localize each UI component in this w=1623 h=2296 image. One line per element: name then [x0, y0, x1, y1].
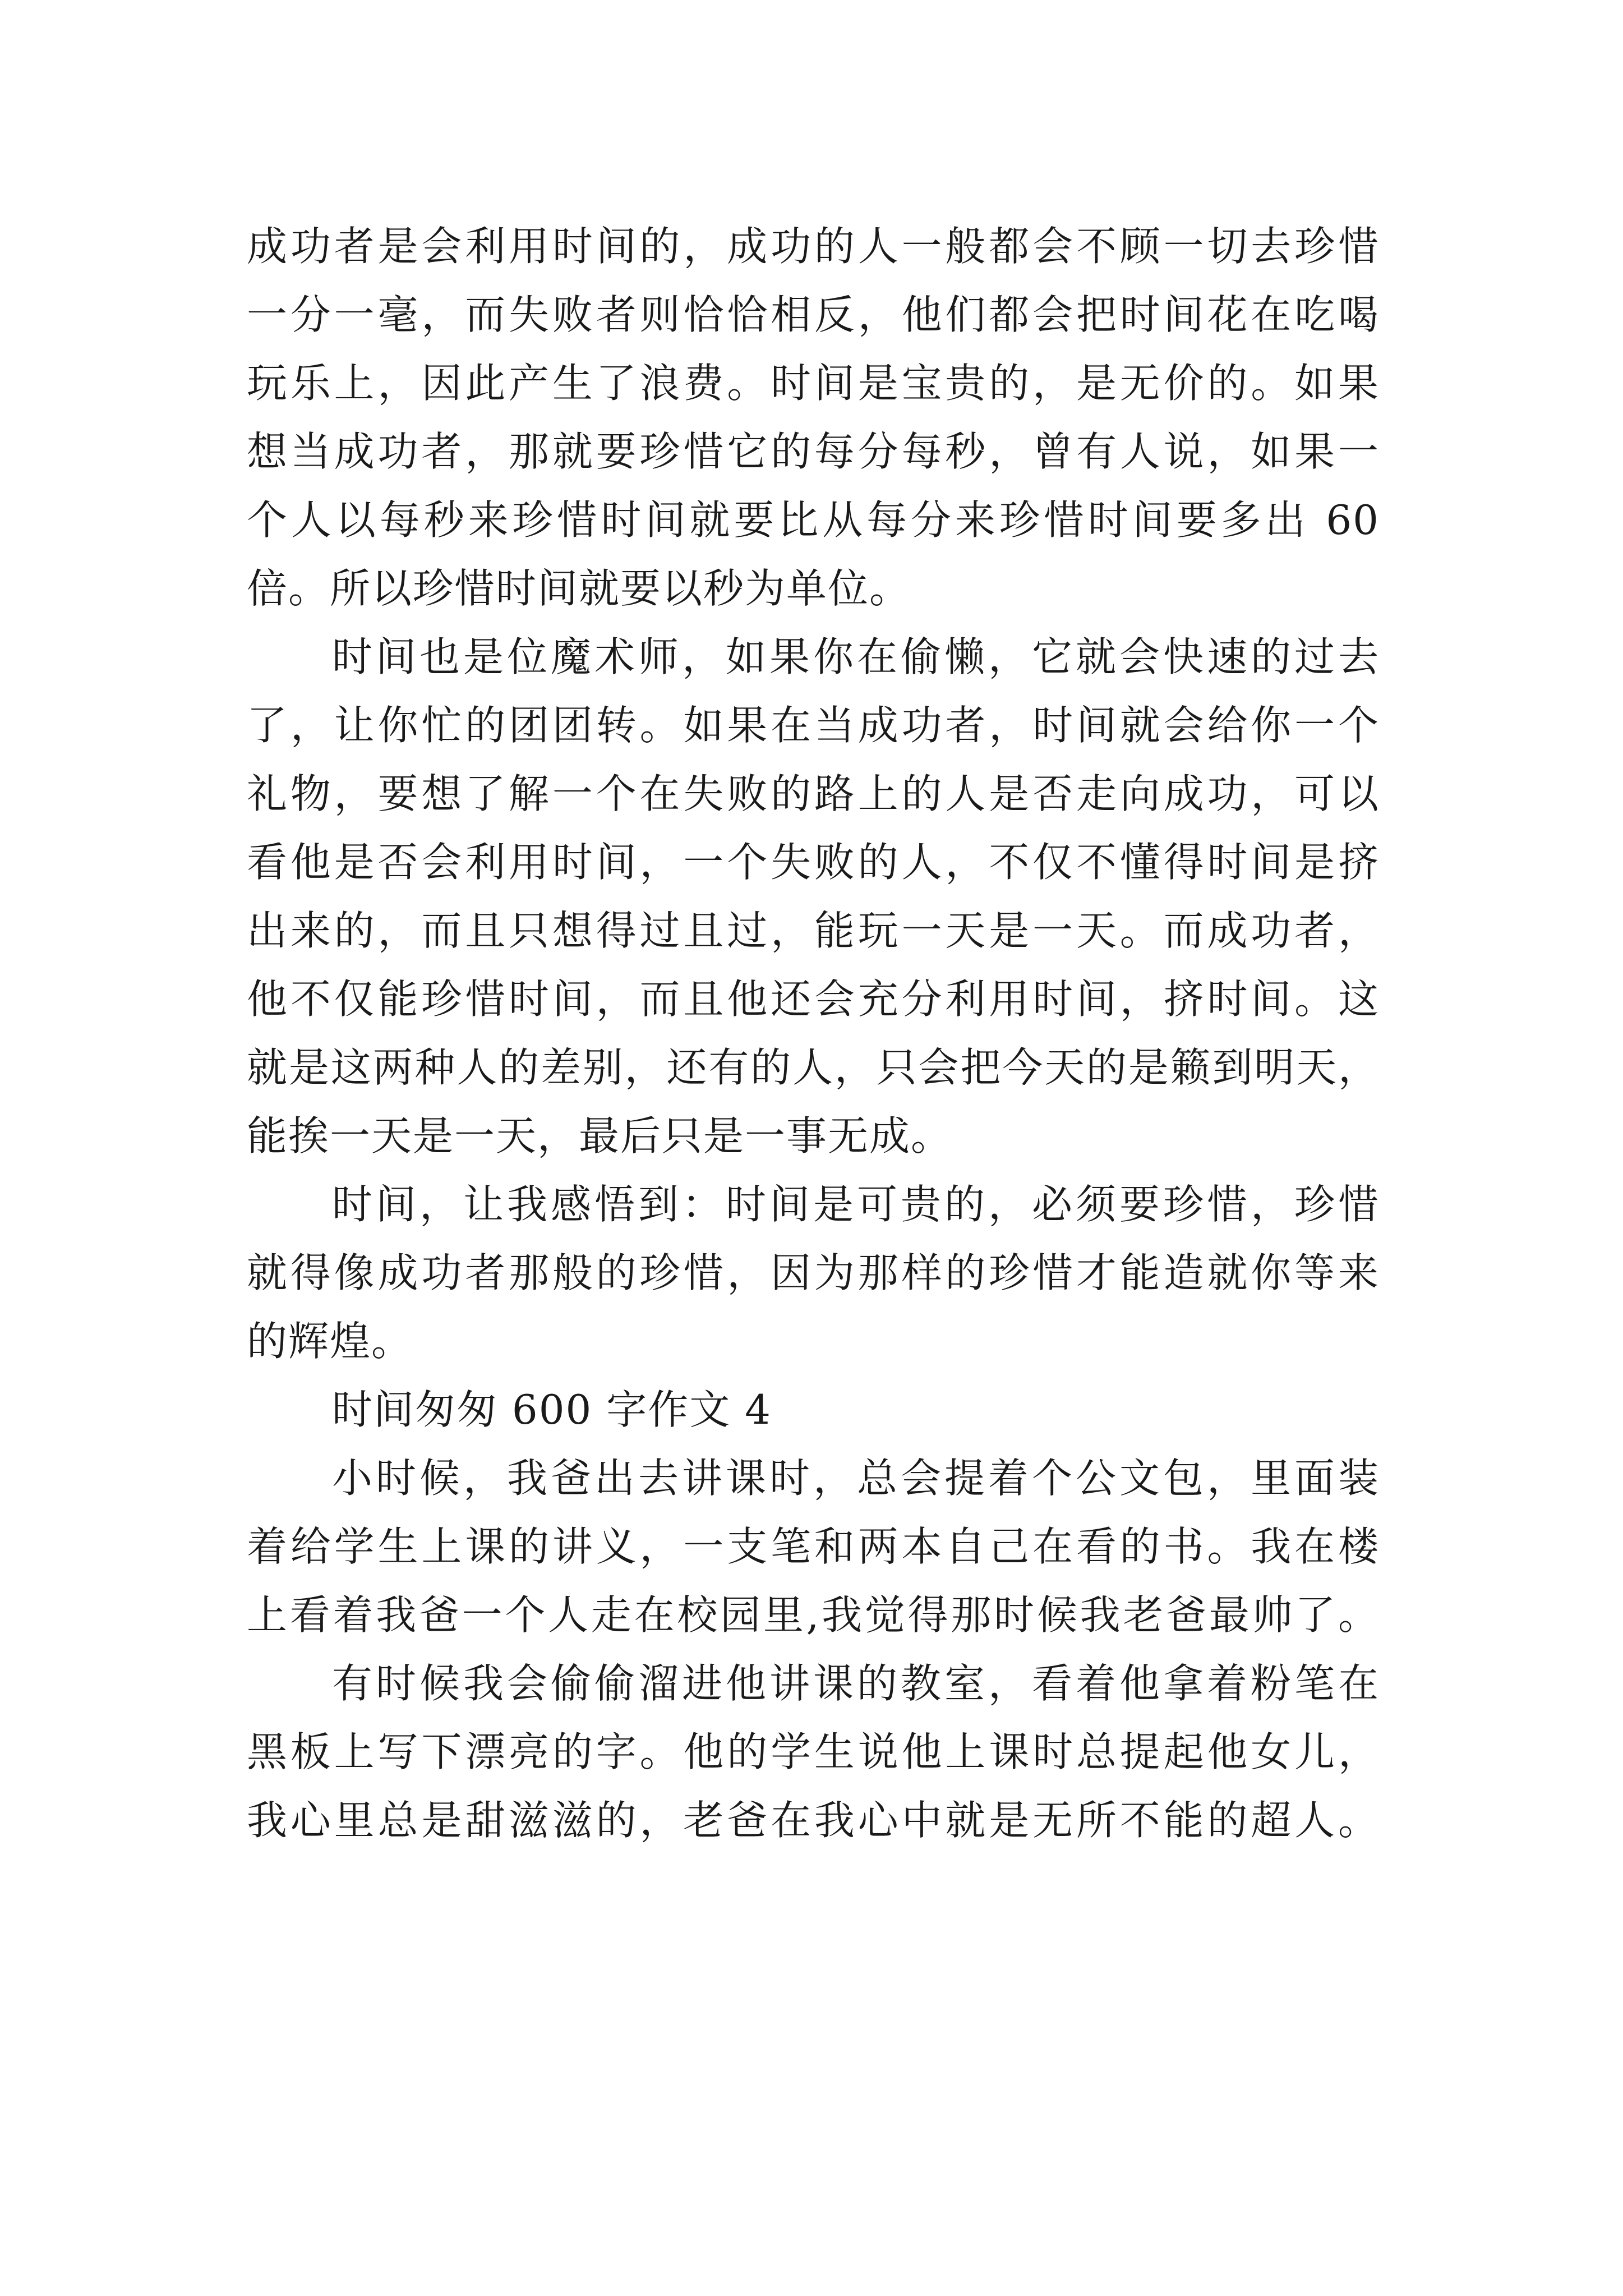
text-line: 的辉煌。 [247, 1318, 413, 1365]
text-line: 玩乐上，因此产生了浪费。时间是宝贵的，是无价的。如果 [247, 360, 1380, 407]
text-line: 能挨一天是一天，最后只是一事无成。 [247, 1112, 953, 1159]
document-body [247, 212, 1380, 1855]
text-line: 上看着我爸一个人走在校园里,我觉得那时候我老爸最帅了。 [247, 1591, 1380, 1639]
text-line: 时间，让我感悟到：时间是可贵的，必须要珍惜，珍惜 [332, 1181, 1380, 1228]
text-line: 他不仅能珍惜时间，而且他还会充分利用时间，挤时间。这 [247, 976, 1380, 1023]
text-line: 一分一毫，而失败者则恰恰相反，他们都会把时间花在吃喝 [247, 291, 1380, 338]
text-line: 时间也是位魔术师，如果你在偷懒，它就会快速的过去 [332, 633, 1380, 680]
text-line: 倍。所以珍惜时间就要以秒为单位。 [247, 565, 911, 612]
text-line: 个人以每秒来珍惜时间就要比从每分来珍惜时间要多出 60 [247, 496, 1380, 544]
heading-line: 时间匆匆 600 字作文 4 [332, 1386, 772, 1433]
text-line: 就得像成功者那般的珍惜，因为那样的珍惜才能造就你等来 [247, 1249, 1380, 1296]
text-line: 成功者是会利用时间的，成功的人一般都会不顾一切去珍惜 [247, 223, 1380, 270]
paragraph-3 [247, 1170, 1380, 1375]
text-line: 想当成功者，那就要珍惜它的每分每秒，曾有人说，如果一 [247, 428, 1380, 475]
text-line: 礼物，要想了解一个在失败的路上的人是否走向成功，可以 [247, 770, 1380, 817]
text-line: 小时候，我爸出去讲课时，总会提着个公文包，里面装 [332, 1455, 1380, 1502]
text-line: 黑板上写下漂亮的字。他的学生说他上课时总提起他女儿， [247, 1728, 1380, 1775]
paragraph-5 [247, 1649, 1380, 1855]
text-line: 看他是否会利用时间，一个失败的人，不仅不懂得时间是挤 [247, 839, 1380, 886]
paragraph-2 [247, 623, 1380, 1170]
text-line: 就是这两种人的差别，还有的人，只会把今天的是籁到明天， [247, 1044, 1380, 1091]
text-line: 有时候我会偷偷溜进他讲课的教室，看着他拿着粉笔在 [332, 1660, 1380, 1707]
section-heading [247, 1375, 1380, 1444]
text-line: 出来的，而且只想得过且过，能玩一天是一天。而成功者， [247, 907, 1380, 954]
text-line: 我心里总是甜滋滋的，老爸在我心中就是无所不能的超人。 [247, 1797, 1380, 1844]
paragraph-4 [247, 1444, 1380, 1649]
paragraph-1 [247, 212, 1380, 623]
text-line: 了，让你忙的团团转。如果在当成功者，时间就会给你一个 [247, 702, 1380, 749]
text-line: 着给学生上课的讲义，一支笔和两本自己在看的书。我在楼 [247, 1523, 1380, 1570]
